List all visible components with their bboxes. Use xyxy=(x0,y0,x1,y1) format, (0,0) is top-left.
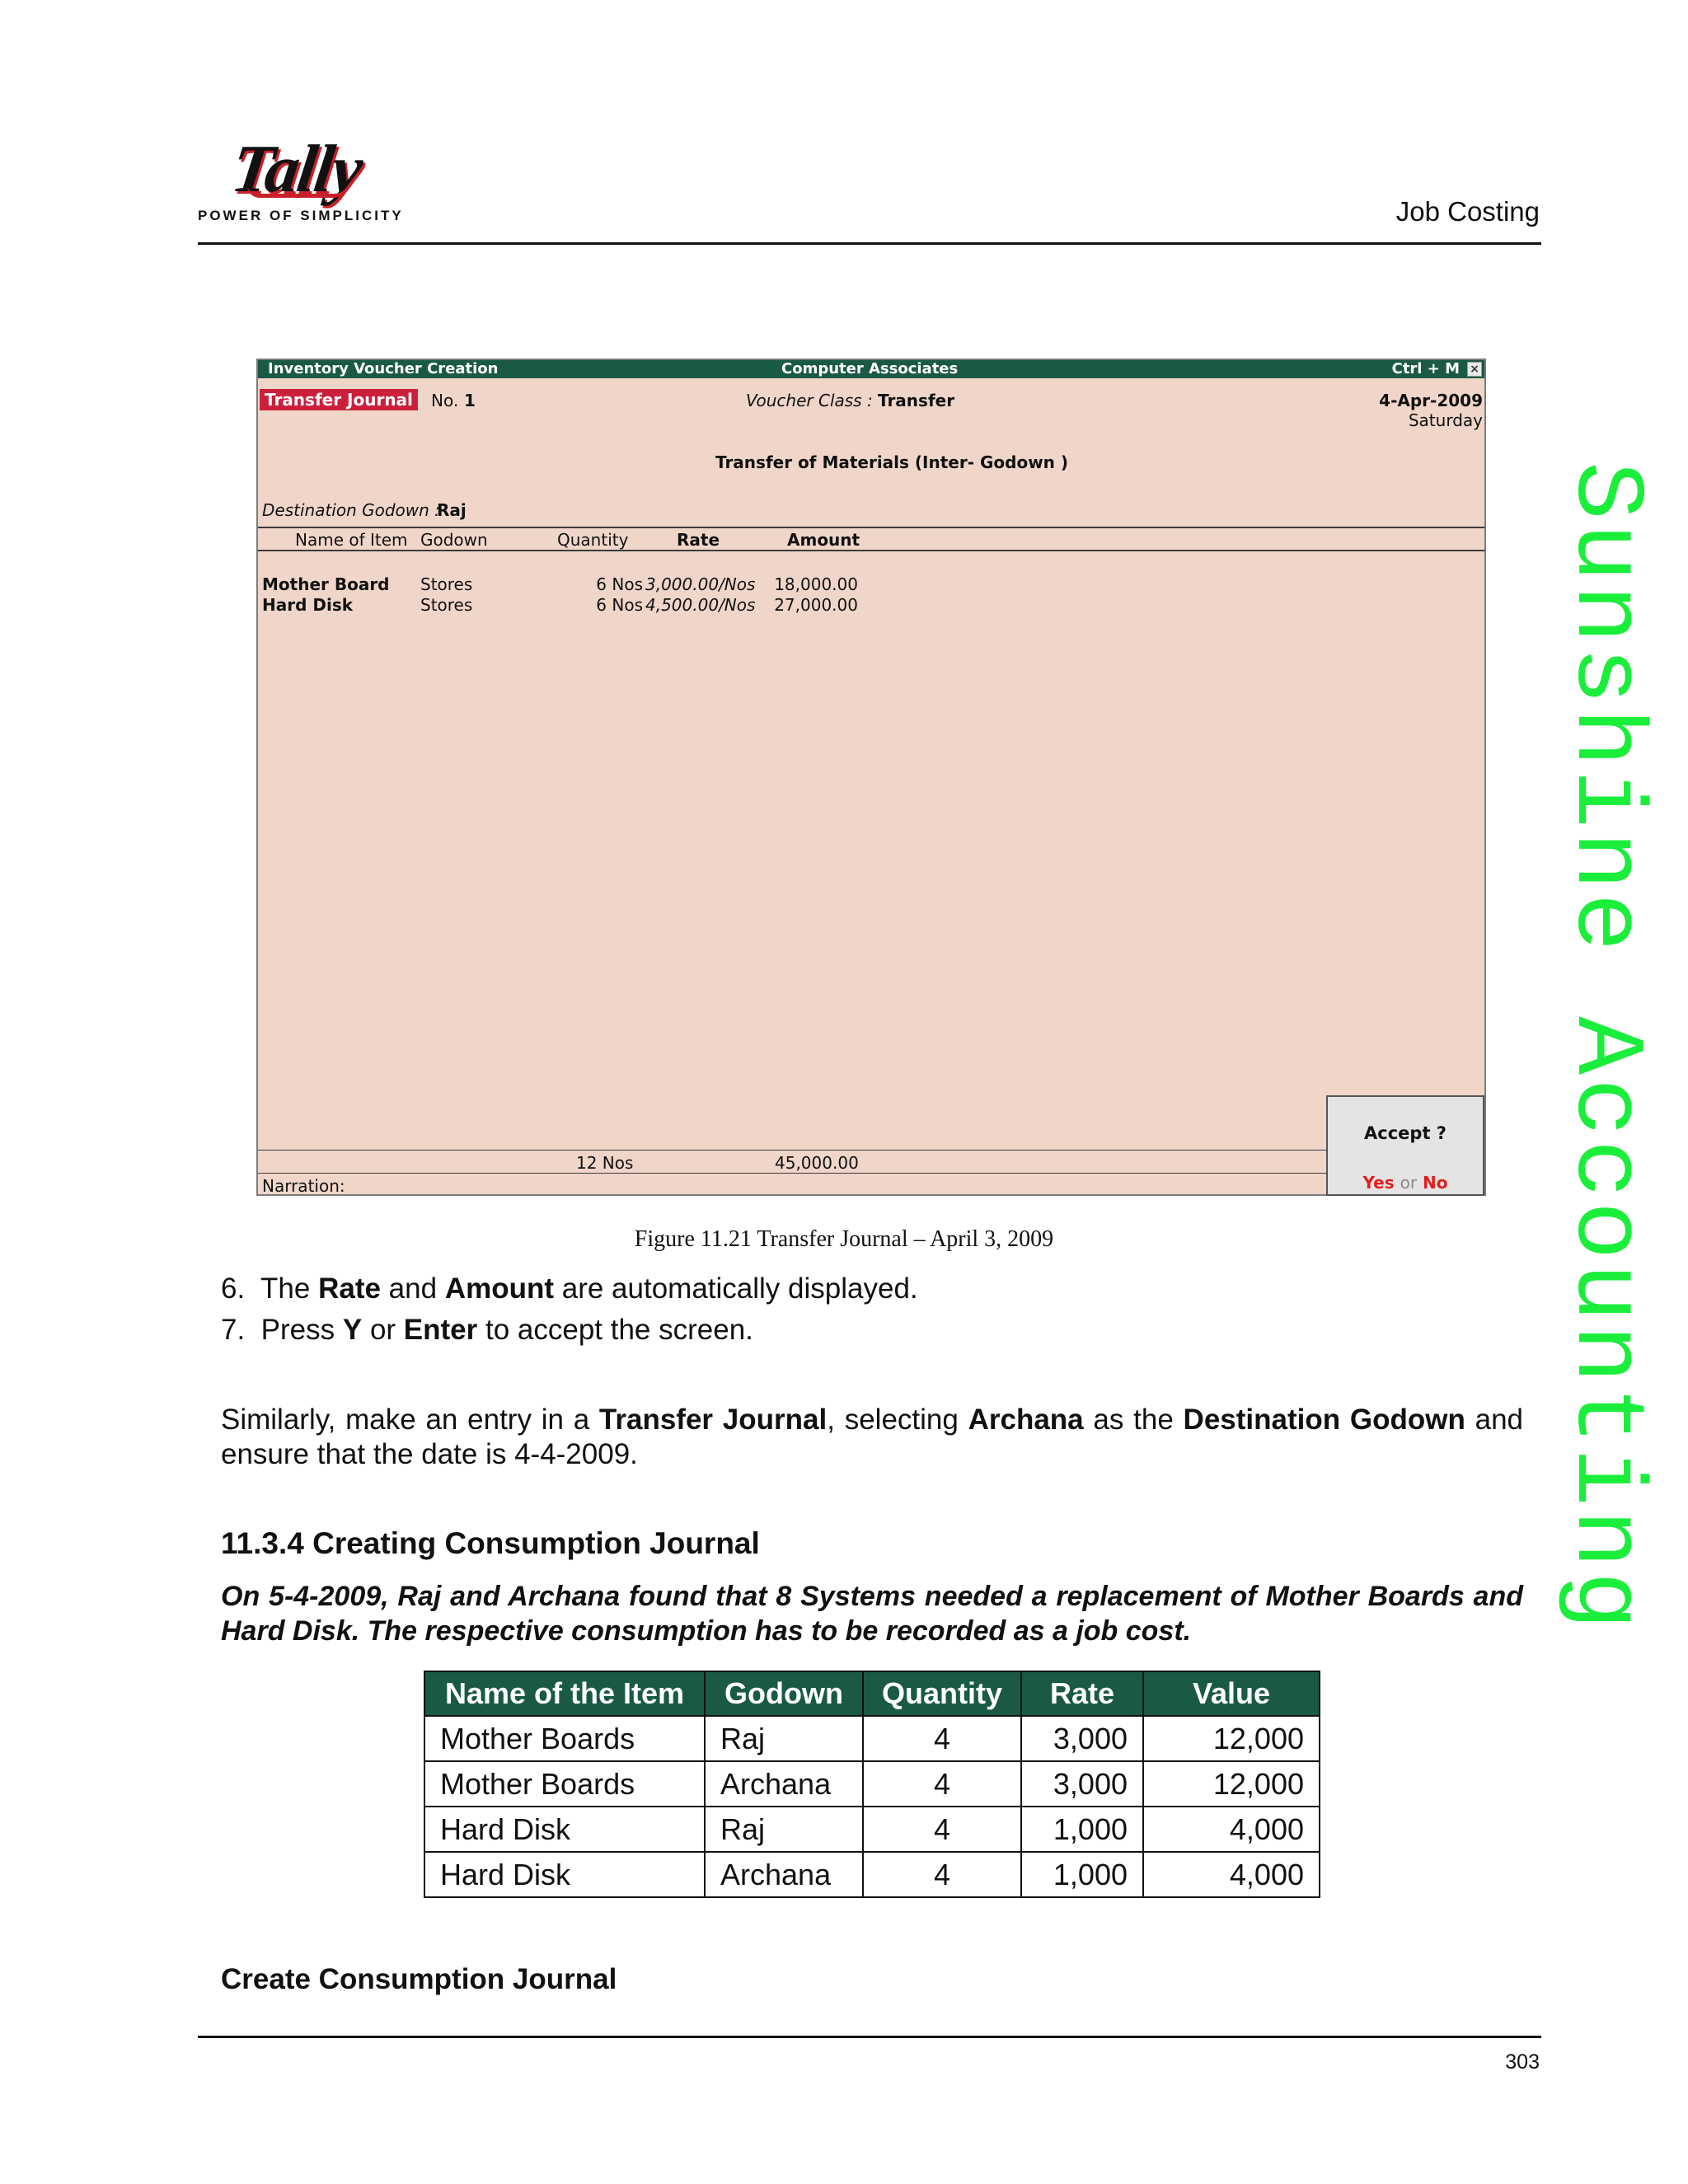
logo-swoosh xyxy=(247,185,346,198)
step-6: 6. The Rate and Amount are automatically displayed. xyxy=(221,1272,918,1305)
narration-label[interactable]: Narration: xyxy=(262,1176,345,1196)
header-value: Value xyxy=(1143,1671,1320,1716)
cell-rate: 3,000 xyxy=(1021,1761,1143,1807)
col-quantity: Quantity xyxy=(557,530,629,550)
cell-value: 12,000 xyxy=(1143,1716,1320,1761)
row1-item[interactable]: Mother Board xyxy=(262,574,390,594)
scenario-note: On 5-4-2009, Raj and Archana found that 8 Systems needed a replacement of Mother Boards and Hard Disk. The respective consumption has to be recorded as a job cost. xyxy=(221,1581,1523,1647)
create-consumption-subheading: Create Consumption Journal xyxy=(221,1963,617,1995)
voucher-no: 1 xyxy=(464,391,476,410)
cell-rate: 1,000 xyxy=(1021,1807,1143,1852)
cell-quantity: 4 xyxy=(863,1716,1021,1761)
cell-item: Mother Boards xyxy=(424,1761,705,1807)
accept-dialog xyxy=(1326,1095,1484,1196)
chapter-title: Job Costing xyxy=(1395,196,1540,227)
columns-bottom-rule xyxy=(258,550,1484,551)
table-row xyxy=(424,1852,1320,1897)
totals-bottom-rule xyxy=(258,1173,1326,1174)
or-separator: or xyxy=(1400,1173,1418,1193)
tally-voucher-screen xyxy=(256,359,1486,1196)
cell-godown: Archana xyxy=(705,1761,863,1807)
consumption-table xyxy=(424,1671,1320,1898)
shortcut-label: Ctrl + M xyxy=(1391,360,1460,377)
voucher-day: Saturday xyxy=(1408,410,1483,430)
cell-rate: 1,000 xyxy=(1021,1852,1143,1897)
cell-item: Hard Disk xyxy=(424,1807,705,1852)
voucher-class-label: Voucher Class : xyxy=(746,391,873,410)
accept-question: Accept ? xyxy=(1364,1123,1447,1143)
row1-godown[interactable]: Stores xyxy=(420,574,473,594)
cell-quantity: 4 xyxy=(863,1761,1021,1807)
cell-rate: 3,000 xyxy=(1021,1716,1143,1761)
cell-item: Hard Disk xyxy=(424,1852,705,1897)
header-godown: Godown xyxy=(705,1671,863,1716)
voucher-date[interactable]: 4-Apr-2009 xyxy=(1379,391,1483,410)
page-number: 303 xyxy=(1505,2050,1540,2074)
table-header-row xyxy=(424,1671,1320,1716)
row2-godown[interactable]: Stores xyxy=(420,595,473,615)
cell-item: Mother Boards xyxy=(424,1716,705,1761)
cell-godown: Raj xyxy=(705,1807,863,1852)
header-rate: Rate xyxy=(1021,1671,1143,1716)
columns-top-rule xyxy=(258,527,1484,528)
cell-godown: Raj xyxy=(705,1716,863,1761)
watermark: Sunshine Accounting xyxy=(1550,462,1659,1633)
col-amount: Amount xyxy=(787,530,860,550)
similarly-paragraph: Similarly, make an entry in a Transfer Journal, selecting Archana as the Destination Godown and ensure that the date is 4-4-2009. xyxy=(221,1404,1523,1470)
row1-rate[interactable]: 3,000.00/Nos xyxy=(645,574,756,594)
voucher-heading: Transfer of Materials (Inter- Godown ) xyxy=(715,452,1069,472)
cell-value: 4,000 xyxy=(1143,1852,1320,1897)
accept-options xyxy=(1328,1173,1483,1193)
header-item: Name of the Item xyxy=(424,1671,705,1716)
company-name: Computer Associates xyxy=(781,360,959,377)
row1-amount[interactable]: 18,000.00 xyxy=(774,574,858,594)
table-row xyxy=(424,1716,1320,1761)
col-rate: Rate xyxy=(677,530,720,550)
total-amount: 45,000.00 xyxy=(775,1153,859,1173)
no-button[interactable]: No xyxy=(1423,1173,1448,1193)
cell-quantity: 4 xyxy=(863,1852,1021,1897)
tally-logo: Tally xyxy=(227,131,366,206)
screen-title-bar xyxy=(258,360,1484,378)
yes-button[interactable]: Yes xyxy=(1362,1173,1395,1193)
cell-godown: Archana xyxy=(705,1852,863,1897)
screen-title: Inventory Voucher Creation xyxy=(268,360,499,377)
close-icon[interactable]: × xyxy=(1467,362,1482,377)
row2-item[interactable]: Hard Disk xyxy=(262,595,354,615)
table-row xyxy=(424,1807,1320,1852)
voucher-type-badge[interactable]: Transfer Journal xyxy=(260,389,418,410)
row2-qty[interactable]: 6 Nos xyxy=(596,595,643,615)
section-heading: 11.3.4 Creating Consumption Journal xyxy=(221,1526,760,1560)
totals-top-rule xyxy=(258,1150,1326,1151)
destination-godown-value[interactable]: Raj xyxy=(437,500,467,520)
footer-rule xyxy=(198,2036,1541,2038)
header-quantity: Quantity xyxy=(863,1671,1021,1716)
col-godown: Godown xyxy=(420,530,488,550)
step-7: 7. Press Y or Enter to accept the screen. xyxy=(221,1314,753,1346)
cell-value: 4,000 xyxy=(1143,1807,1320,1852)
row2-rate[interactable]: 4,500.00/Nos xyxy=(645,595,756,615)
destination-godown-label: Destination Godown : xyxy=(262,500,440,520)
total-quantity: 12 Nos xyxy=(576,1153,634,1173)
voucher-no-label: No. xyxy=(431,391,459,410)
header-rule xyxy=(198,242,1541,245)
row1-qty[interactable]: 6 Nos xyxy=(596,574,643,594)
table-row xyxy=(424,1761,1320,1807)
cell-value: 12,000 xyxy=(1143,1761,1320,1807)
row2-amount[interactable]: 27,000.00 xyxy=(774,595,858,615)
col-name-of-item: Name of Item xyxy=(295,530,408,550)
cell-quantity: 4 xyxy=(863,1807,1021,1852)
figure-caption: Figure 11.21 Transfer Journal – April 3, 2009 xyxy=(634,1226,1054,1252)
voucher-class[interactable]: Transfer xyxy=(878,391,955,410)
logo-tagline: POWER OF SIMPLICITY xyxy=(198,208,404,223)
